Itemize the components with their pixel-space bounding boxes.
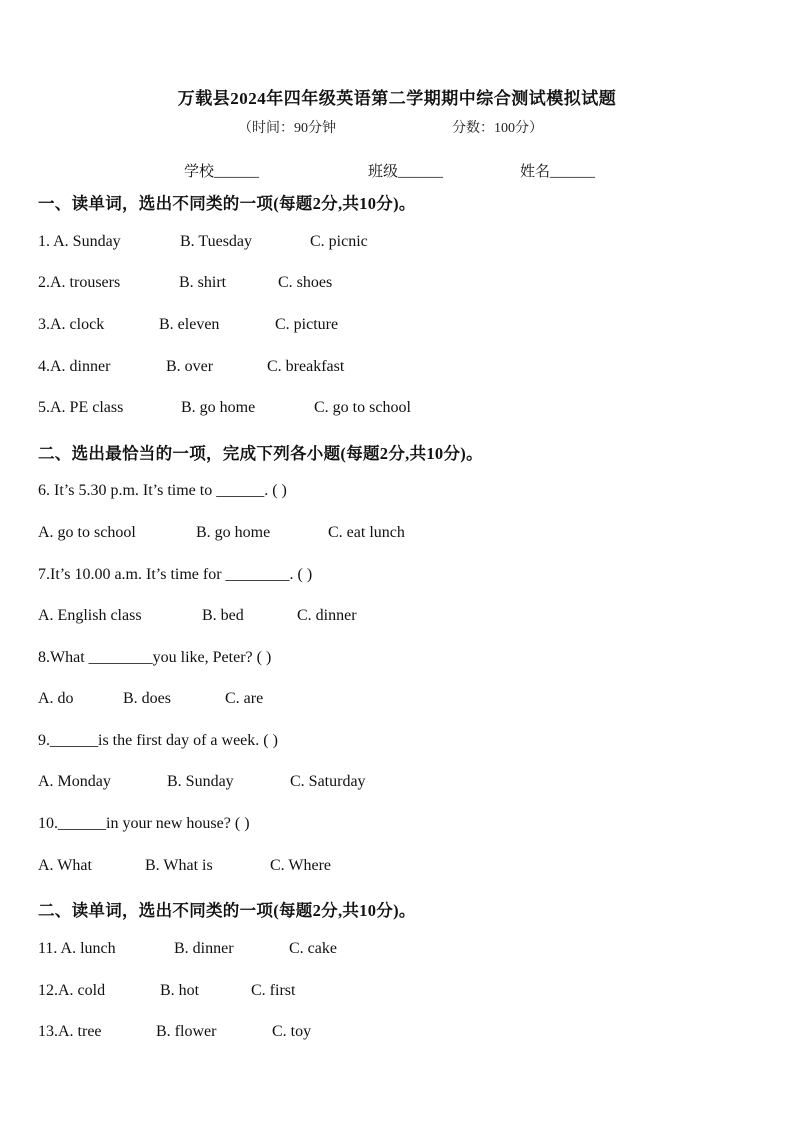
section-heading-3: 二、读单词，选出不同类的一项(每题2分,共10分)。 bbox=[38, 901, 416, 920]
q3-option-a: 3.A. clock bbox=[38, 316, 105, 333]
q12-option-c: C. first bbox=[251, 982, 296, 999]
q1-option-c: C. picnic bbox=[310, 233, 368, 250]
class-field bbox=[368, 160, 443, 181]
question-10-stem: 10.______in your new house? ( ) bbox=[38, 815, 250, 832]
q11-option-c: C. cake bbox=[289, 940, 337, 957]
q5-option-c: C. go to school bbox=[314, 399, 411, 416]
q13-option-b: B. flower bbox=[156, 1023, 217, 1040]
q10-option-c: C. Where bbox=[270, 857, 332, 874]
question-6-stem: 6. It’s 5.30 p.m. It’s time to ______. ( ) bbox=[38, 482, 287, 499]
q3-option-b: B. eleven bbox=[159, 316, 220, 333]
name-field bbox=[520, 160, 595, 181]
q12-option-b: B. hot bbox=[160, 982, 200, 999]
q9-option-a: A. Monday bbox=[38, 773, 111, 790]
q3-option-c: C. picture bbox=[275, 316, 339, 333]
page-title: 万载县2024年四年级英语第二学期期中综合测试模拟试题 bbox=[177, 89, 617, 108]
q1-option-b: B. Tuesday bbox=[180, 233, 253, 250]
name-blank: ______ bbox=[550, 164, 596, 180]
school-label: 学校 bbox=[184, 164, 215, 180]
q11-option-b: B. dinner bbox=[174, 940, 234, 957]
q7-option-c: C. dinner bbox=[297, 607, 357, 624]
q2-option-b: B. shirt bbox=[179, 274, 227, 291]
q2-option-c: C. shoes bbox=[278, 274, 333, 291]
name-label: 姓名 bbox=[520, 164, 551, 180]
q10-option-b: B. What is bbox=[145, 857, 213, 874]
q7-option-b: B. bed bbox=[202, 607, 244, 624]
q4-option-c: C. breakfast bbox=[267, 358, 345, 375]
class-label: 班级 bbox=[368, 164, 399, 180]
question-7-stem: 7.It’s 10.00 a.m. It’s time for ________. ( ) bbox=[38, 566, 313, 583]
q9-option-c: C. Saturday bbox=[290, 773, 366, 790]
question-8-stem: 8.What ________you like, Peter? ( ) bbox=[38, 649, 272, 666]
q8-option-b: B. does bbox=[123, 690, 171, 707]
exam-score: 分数：100分） bbox=[452, 121, 543, 136]
q13-option-c: C. toy bbox=[272, 1023, 312, 1040]
q13-option-a: 13.A. tree bbox=[38, 1023, 102, 1040]
q7-option-a: A. English class bbox=[38, 607, 142, 624]
school-blank: ______ bbox=[214, 164, 260, 180]
q10-option-a: A. What bbox=[38, 857, 92, 874]
q2-option-a: 2.A. trousers bbox=[38, 274, 121, 291]
q11-option-a: 11. A. lunch bbox=[38, 940, 116, 957]
q8-option-c: C. are bbox=[225, 690, 264, 707]
section-heading-2: 二、选出最恰当的一项，完成下列各小题(每题2分,共10分)。 bbox=[38, 444, 483, 463]
q8-option-a: A. do bbox=[38, 690, 74, 707]
class-blank: ______ bbox=[398, 164, 444, 180]
exam-time: （时间：90分钟 bbox=[238, 121, 336, 136]
q9-option-b: B. Sunday bbox=[167, 773, 234, 790]
question-9-stem: 9.______is the first day of a week. ( ) bbox=[38, 732, 278, 749]
q6-option-c: C. eat lunch bbox=[328, 524, 405, 541]
q6-option-b: B. go home bbox=[196, 524, 271, 541]
q6-option-a: A. go to school bbox=[38, 524, 136, 541]
q5-option-b: B. go home bbox=[181, 399, 256, 416]
q5-option-a: 5.A. PE class bbox=[38, 399, 124, 416]
q12-option-a: 12.A. cold bbox=[38, 982, 106, 999]
q4-option-b: B. over bbox=[166, 358, 214, 375]
section-heading-1: 一、读单词，选出不同类的一项(每题2分,共10分)。 bbox=[38, 194, 416, 213]
q1-option-a: 1. A. Sunday bbox=[38, 233, 121, 250]
q4-option-a: 4.A. dinner bbox=[38, 358, 111, 375]
school-field bbox=[184, 160, 259, 181]
